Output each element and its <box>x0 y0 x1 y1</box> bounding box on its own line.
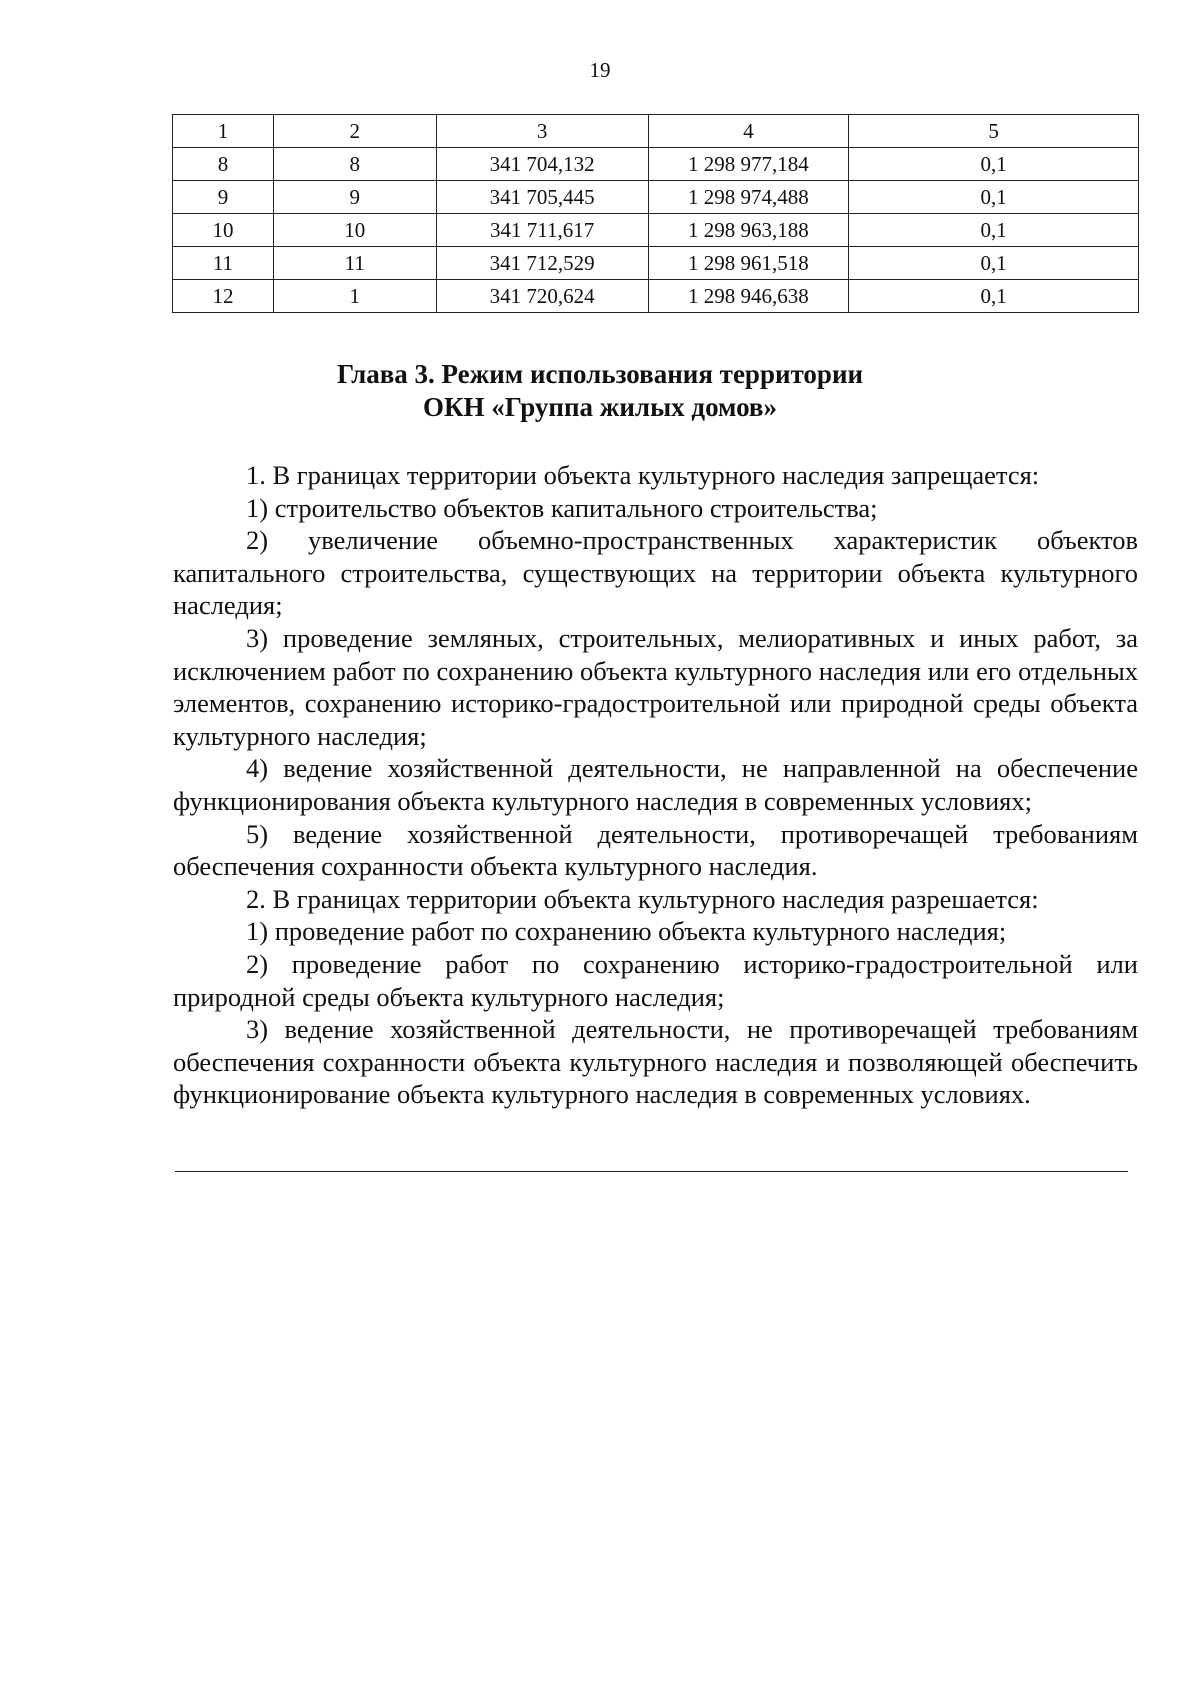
table-cell: 1 298 974,488 <box>648 181 849 214</box>
table-cell: 1 298 961,518 <box>648 247 849 280</box>
table-cell: 1 298 977,184 <box>648 148 849 181</box>
table-cell: 341 704,132 <box>436 148 648 181</box>
table-cell: 10 <box>173 214 274 247</box>
chapter-title-line-1: Глава 3. Режим использования территории <box>336 359 864 389</box>
list-item: 2) проведение работ по сохранению историко-градостроительной или природной среды объекта культурного наследия; <box>173 948 1138 1012</box>
list-item: 3) проведение земляных, строительных, мелиоративных и иных работ, за исключением работ по сохранению объекта культурного наследия или его отдельных элементов, сохранению историко-градостроительной или природной среды объекта культурного наследия; <box>173 622 1138 751</box>
table-cell: 0,1 <box>849 247 1139 280</box>
table-header-cell: 1 <box>173 115 274 148</box>
list-item: 2) увеличение объемно-пространственных характеристик объектов капитального строительства, существующих на территории объекта культурного наследия; <box>173 525 1138 621</box>
table-cell: 9 <box>273 181 436 214</box>
list-item: 5) ведение хозяйственной деятельности, противоречащей требованиям обеспечения сохранности объекта культурного наследия. <box>173 818 1138 882</box>
table-cell: 11 <box>273 247 436 280</box>
table-row <box>173 214 1139 247</box>
table-row <box>173 181 1139 214</box>
table-cell: 0,1 <box>849 214 1139 247</box>
table-row <box>173 148 1139 181</box>
table-cell: 341 720,624 <box>436 280 648 313</box>
end-divider <box>175 1171 1128 1172</box>
list-item: 3) ведение хозяйственной деятельности, не противоречащей требованиям обеспечения сохранности объекта культурного наследия и позволяющей обеспечить функционирование объекта культурного наследия в современных условиях. <box>173 1014 1138 1110</box>
table-header-cell: 4 <box>648 115 849 148</box>
table-cell: 12 <box>173 280 274 313</box>
table-cell: 1 <box>273 280 436 313</box>
table-row <box>173 280 1139 313</box>
table-cell: 341 705,445 <box>436 181 648 214</box>
list-item: 1) проведение работ по сохранению объекта культурного наследия; <box>246 916 1007 947</box>
list-item: 4) ведение хозяйственной деятельности, не направленной на обеспечение функционирования объекта культурного наследия в современных условиях; <box>173 753 1138 816</box>
page-number: 19 <box>589 58 611 82</box>
table-cell: 9 <box>173 181 274 214</box>
paragraph-prohibited-heading: 1. В границах территории объекта культурного наследия запрещается: <box>246 460 1040 490</box>
chapter-body <box>173 459 1138 1111</box>
chapter-title-line-2: ОКН «Группа жилых домов» <box>422 392 778 422</box>
table-cell: 1 298 963,188 <box>648 214 849 247</box>
table-cell: 1 298 946,638 <box>648 280 849 313</box>
table-cell: 0,1 <box>849 181 1139 214</box>
table-cell: 8 <box>173 148 274 181</box>
table-header-cell: 5 <box>849 115 1139 148</box>
table-cell: 341 712,529 <box>436 247 648 280</box>
chapter-title <box>0 358 1200 424</box>
coordinates-table <box>172 114 1139 313</box>
table-header-row <box>173 115 1139 148</box>
table-cell: 11 <box>173 247 274 280</box>
table-row <box>173 247 1139 280</box>
paragraph-permitted-heading: 2. В границах территории объекта культурного наследия разрешается: <box>246 883 1039 914</box>
table-cell: 0,1 <box>849 280 1139 313</box>
table-header-cell: 2 <box>273 115 436 148</box>
table-header-cell: 3 <box>436 115 648 148</box>
table-cell: 0,1 <box>849 148 1139 181</box>
table-cell: 10 <box>273 214 436 247</box>
table-cell: 8 <box>273 148 436 181</box>
list-item: 1) строительство объектов капитального строительства; <box>246 492 878 523</box>
table-cell: 341 711,617 <box>436 214 648 247</box>
